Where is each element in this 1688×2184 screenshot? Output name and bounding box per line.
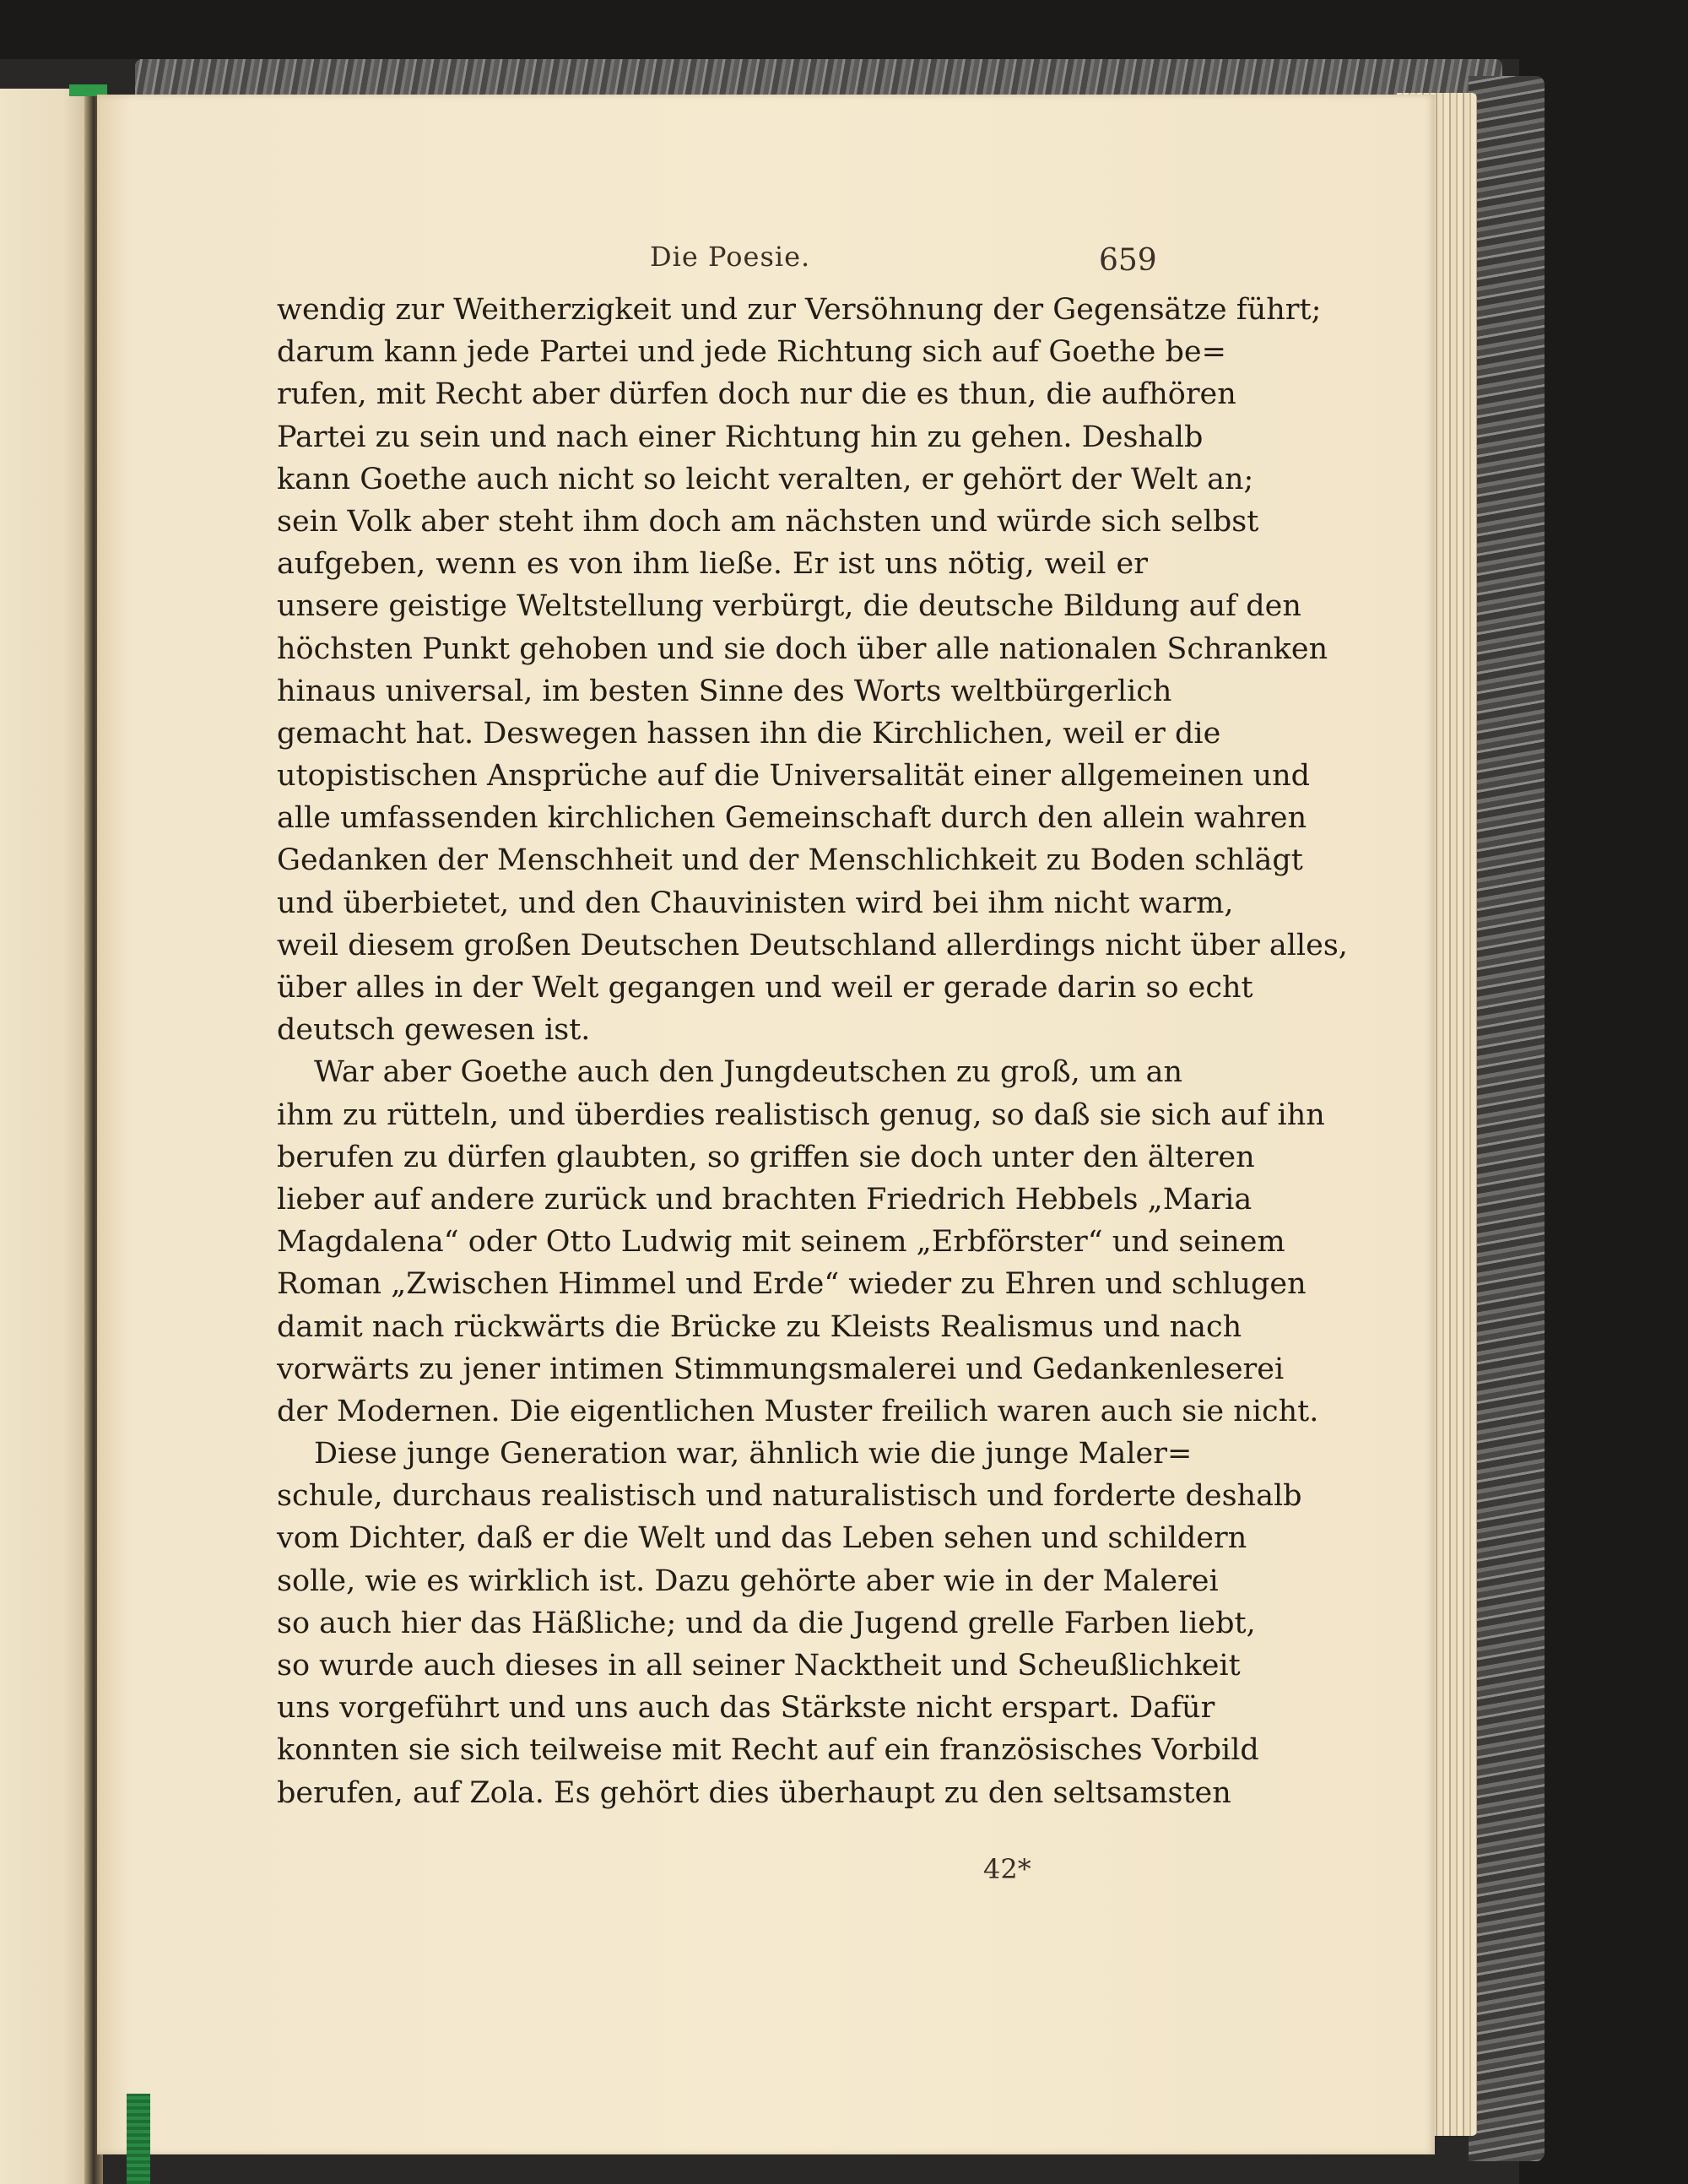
text-line: vorwärts zu jener intimen Stimmungsmalerei und Gedankenleserei (277, 1352, 1285, 1386)
text-line: lieber auf andere zurück und brachten Friedrich Hebbels „Maria (277, 1182, 1252, 1217)
text-line: Magdalena“ oder Otto Ludwig mit seinem „Erbförster“ und seinem (277, 1225, 1285, 1260)
text-line: vom Dichter, daß er die Welt und das Leben sehen und schildern (277, 1521, 1247, 1556)
text-line: darum kann jede Partei und jede Richtung sich auf Goethe be= (277, 335, 1226, 370)
text-line: gemacht hat. Deswegen hassen ihn die Kirchlichen, weil er die (277, 716, 1221, 751)
text-line: aufgeben, wenn es von ihm ließe. Er ist uns nötig, weil er (277, 547, 1148, 582)
text-line: kann Goethe auch nicht so leicht veralten, er gehört der Welt an; (277, 462, 1254, 496)
running-title: Die Poesie. (650, 241, 811, 273)
text-line: berufen zu dürfen glaubten, so griffen sie doch unter den älteren (277, 1140, 1255, 1174)
text-line: hinaus universal, im besten Sinne des Worts weltbürgerlich (277, 674, 1172, 708)
page-number: 659 (1099, 243, 1157, 278)
text-line: ihm zu rütteln, und überdies realistisch genug, so daß sie sich auf ihn (277, 1097, 1325, 1132)
text-line: und überbietet, und den Chauvinisten wird bei ihm nicht warm, (277, 886, 1234, 920)
text-line: so auch hier das Häßliche; und da die Jugend grelle Farben liebt, (277, 1606, 1256, 1640)
body-text (277, 289, 1348, 1814)
text-line: berufen, auf Zola. Es gehört dies überhaupt zu den seltsamsten (277, 1775, 1231, 1810)
text-line: sein Volk aber steht ihm doch am nächsten und würde sich selbst (277, 504, 1259, 539)
text-line: solle, wie es wirklich ist. Dazu gehörte aber wie in der Malerei (277, 1563, 1219, 1598)
text-line: der Modernen. Die eigentlichen Muster freilich waren auch sie nicht. (277, 1394, 1319, 1428)
text-line: rufen, mit Recht aber dürfen doch nur die es thun, die aufhören (277, 377, 1236, 412)
text-line: Roman „Zwischen Himmel und Erde“ wieder zu Ehren und schlugen (277, 1267, 1307, 1302)
text-line: wendig zur Weitherzigkeit und zur Versöhnung der Gegensätze führt; (277, 293, 1322, 327)
text-line: unsere geistige Weltstellung verbürgt, die deutsche Bildung auf den (277, 589, 1301, 624)
text-line: Diese junge Generation war, ähnlich wie die junge Maler= (314, 1437, 1193, 1471)
text-line: so wurde auch dieses in all seiner Nacktheit und Scheußlichkeit (277, 1649, 1241, 1683)
left-page-edge (0, 89, 91, 2184)
text-line: War aber Goethe auch den Jungdeutschen zu groß, um an (314, 1055, 1183, 1090)
text-line: höchsten Punkt gehoben und sie doch über alle nationalen Schranken (277, 631, 1328, 666)
text-line: über alles in der Welt gegangen und weil er gerade darin so echt (277, 971, 1253, 1005)
cover-board-right (1469, 76, 1545, 2161)
text-line: damit nach rückwärts die Brücke zu Kleists Realismus und nach (277, 1309, 1242, 1344)
text-line: konnten sie sich teilweise mit Recht auf ein französisches Vorbild (277, 1733, 1259, 1768)
text-line: uns vorgeführt und uns auch das Stärkste nicht erspart. Dafür (277, 1691, 1215, 1726)
bookmark-ribbon-bottom[interactable] (127, 2094, 150, 2184)
text-line: Partei zu sein und nach einer Richtung hin zu gehen. Deshalb (277, 420, 1204, 454)
text-line: alle umfassenden kirchlichen Gemeinschaft durch den allein wahren (277, 801, 1307, 836)
text-line: weil diesem großen Deutschen Deutschland allerdings nicht über alles, (277, 928, 1348, 962)
text-line: utopistischen Ansprüche auf die Universalität einer allgemeinen und (277, 759, 1311, 794)
text-line: deutsch gewesen ist. (277, 1013, 591, 1048)
signature-mark: 42* (983, 1853, 1031, 1885)
text-line: Gedanken der Menschheit und der Menschlichkeit zu Boden schlägt (277, 843, 1303, 878)
text-line: schule, durchaus realistisch und naturalistisch und forderte deshalb (277, 1479, 1302, 1514)
